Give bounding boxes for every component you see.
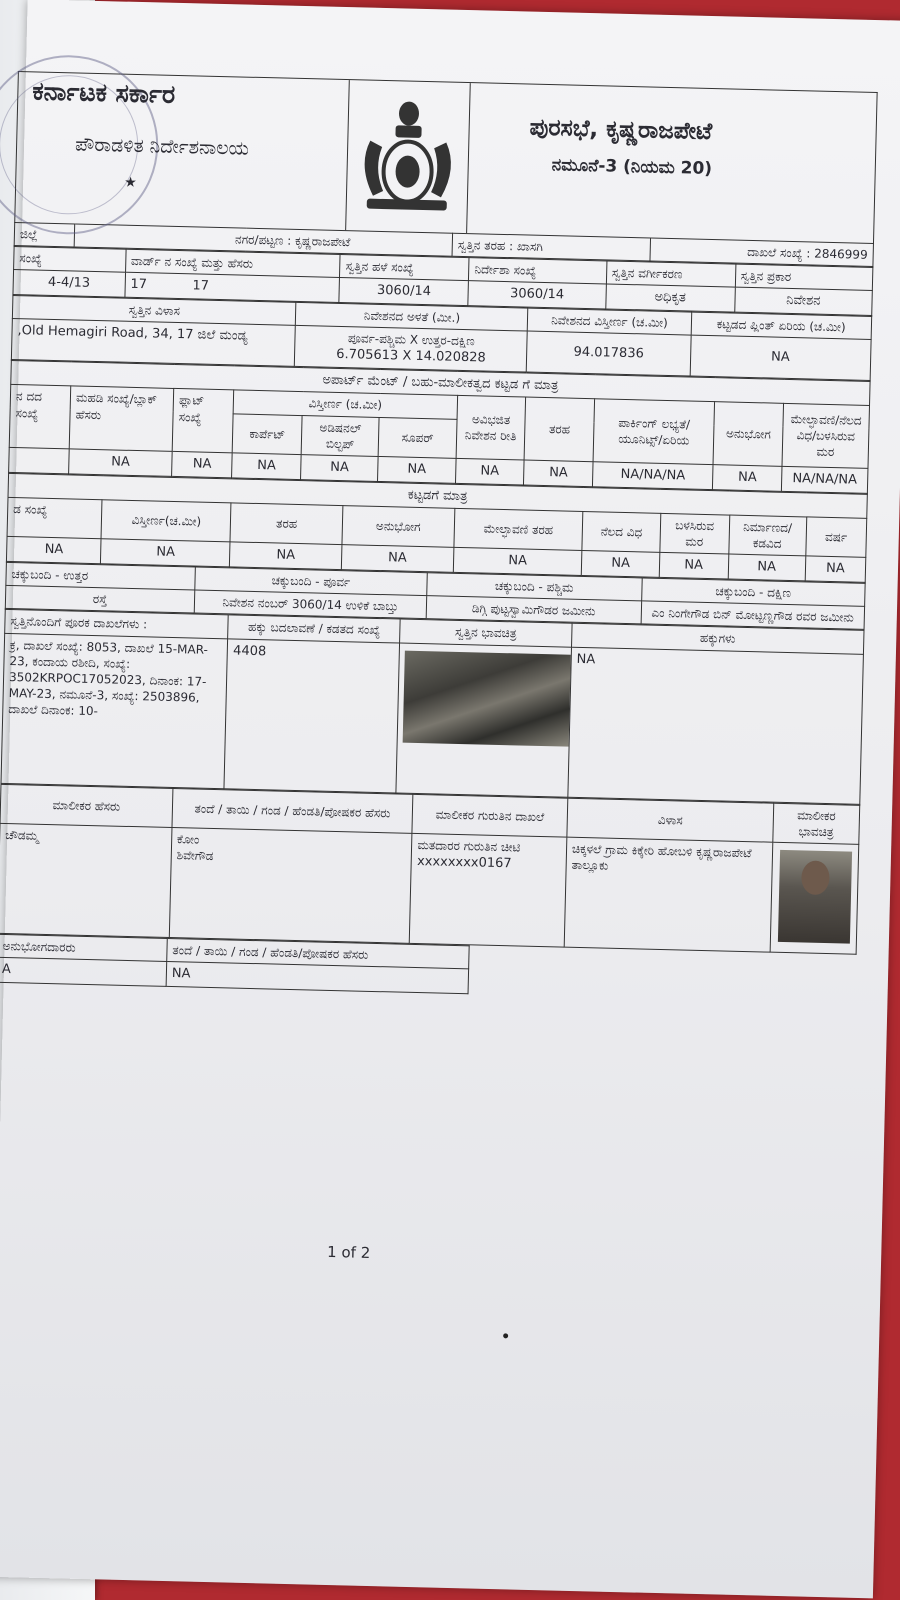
old-number-label: ಸ್ವತ್ತಿನ ಹಳೆ ಸಂಖ್ಯೆ <box>340 255 469 281</box>
owner-id-number: xxxxxxxx0167 <box>416 854 512 872</box>
directorate-title: ಪೌರಾಡಳಿತ ನಿರ್ದೇಶನಾಲಯ <box>74 133 250 160</box>
apt-value-parking: NA/NA/NA <box>593 462 714 489</box>
form-document <box>0 71 878 1003</box>
bld-header-type: ತರಹ <box>230 503 343 545</box>
bld-value-year: NA <box>805 556 866 582</box>
property-kind-value: ನಿವೇಶನ <box>734 287 872 315</box>
apt-header-usage: ಅನುಭೋಗ <box>713 402 783 466</box>
bld-value-floor: NA <box>582 551 660 577</box>
address-label: ಸ್ವತ್ತಿನ ವಿಳಾಸ <box>12 295 296 325</box>
old-number-value: 3060/14 <box>339 278 468 306</box>
dimension-cell <box>295 326 528 372</box>
direction-number-label: ನಿರ್ದೇಶಾ ಸಂಖ್ಯೆ <box>469 258 607 285</box>
boundary-north-label: ಚಕ್ಕುಬಂದಿ - ಉತ್ತರ <box>6 562 195 590</box>
bld-value-wood: NA <box>659 553 728 579</box>
owner-id-cell <box>410 833 567 947</box>
rights-label: ಹಕ್ಕುಗಳು <box>571 624 864 654</box>
state-emblem <box>345 80 471 233</box>
bld-value-built: NA <box>728 554 806 580</box>
property-photo <box>403 650 571 746</box>
owner-address-label: ವಿಳಾಸ <box>567 798 774 842</box>
supporting-docs-label: ಸ್ವತ್ತಿನೊಂದಿಗೆ ಪೂರಕ ದಾಖಲೆಗಳು : <box>5 610 229 639</box>
owner-parent-cell <box>169 827 412 943</box>
apt-value-undivided: NA <box>455 458 524 484</box>
occupant-table <box>0 934 470 994</box>
occupant-parent-label: ತಂದೆ / ತಾಯಿ / ಗಂಡ / ಹೆಂಡತಿ/ಪೋಷಕರ ಹೆಸರು <box>167 938 470 969</box>
owner-relation: ಕೋಂ <box>176 832 200 847</box>
property-type: ಸ್ವತ್ತಿನ ತರಹ : ಖಾಸಗಿ <box>452 233 650 261</box>
owner-photo-cell <box>770 842 859 954</box>
owner-parent-name: ಶಿವೇಗೌಡ <box>176 848 214 864</box>
bld-value-area: NA <box>101 539 230 567</box>
property-photo-cell <box>396 643 571 797</box>
plinth-area-value: NA <box>690 335 871 380</box>
apt-header-floor: ಮಹಡಿ ಸಂಖ್ಯೆ/ಬ್ಲಾಕ್ ಹೆಸರು <box>69 386 174 451</box>
apt-value-carpet: NA <box>232 453 301 479</box>
star-icon: ★ <box>124 174 137 191</box>
apt-value-roof: NA/NA/NA <box>781 466 868 493</box>
apt-value-super: NA <box>378 456 456 482</box>
rights-value: NA <box>568 647 864 804</box>
apt-header-carpet: ಕಾರ್ಪೆಟ್ <box>232 413 302 454</box>
bld-header-1: ಡ ಸಂಖ್ಯೆ <box>7 497 102 539</box>
apt-header-type: ತರಹ <box>524 397 594 461</box>
district-label: ಜಿಲ್ಲೆ <box>14 222 75 247</box>
bld-value-type: NA <box>230 542 342 569</box>
occupant-parent-value: NA <box>166 962 469 994</box>
owner-photo <box>777 850 851 944</box>
owner-photo-label: ಮಾಲೀಕರ ಭಾವಚಿತ್ರ <box>773 803 860 844</box>
site-area-value: 94.017836 <box>527 331 691 376</box>
classification-value: ಅಧಿಕೃತ <box>605 284 734 312</box>
apt-value-floor: NA <box>69 449 173 476</box>
classification-label: ಸ್ವತ್ತಿನ ವರ್ಗೀಕರಣ <box>606 261 735 287</box>
dimension-value: 6.705613 X 14.020828 <box>336 347 486 366</box>
boundary-east-value: ನಿವೇಶನ ನಂಬರ್ 3060/14 ಉಳಿಕೆ ಬಾಬ್ತು <box>194 590 426 619</box>
boundary-west-label: ಚಕ್ಕುಬಂದಿ - ಪಶ್ಚಿಮ <box>427 573 642 601</box>
bld-header-floor: ನೆಲದ ವಿಧ <box>582 512 660 553</box>
supporting-docs-text: ಕ್ರ, ದಾಖಲೆ ಸಂಖ್ಯೆ: 8053, ದಾಖಲೆ 15-MAR-23, ಕಂದಾಯ ರಶೀದಿ, ಸಂಖ್ಯೆ: 3502KRPOC17052023, ದಿನಾಂಕ: 17-MAY-23, ನಮೂನೆ-3, ಸಂಖ್ಯೆ: 2503896, ದಾಖಲೆ ದಿನಾಂಕ: 10- <box>1 633 228 788</box>
owner-table <box>0 783 860 954</box>
property-photo-label: ಸ್ವತ್ತಿನ ಭಾವಚಿತ್ರ <box>400 619 572 646</box>
apt-value-1 <box>9 447 70 473</box>
apt-value-type: NA <box>524 460 593 486</box>
owner-address-value: ಚಿಕ್ಕಳಲೆ ಗ್ರಾಮ ಕಿಕ್ಕೇರಿ ಹೋಬಳಿ ಕೃಷ್ಣರಾಜಪೇಟೆ ತಾಲ್ಲೂಕು <box>564 837 773 952</box>
number-label: ಸಂಖ್ಯೆ <box>14 247 126 273</box>
ink-dot <box>503 1333 508 1338</box>
documents-table <box>1 609 865 804</box>
ward-name: 17 <box>192 278 210 295</box>
bld-header-usage: ಅನುಭೋಗ <box>342 506 455 548</box>
bld-value-1: NA <box>6 537 101 564</box>
property-kind-label: ಸ್ವತ್ತಿನ ಪ್ರಕಾರ <box>735 264 873 291</box>
bld-header-wood: ಬಳಸಿರುವ ಮರ <box>660 513 730 554</box>
address-value: ,Old Hemagiri Road, 34, 17 ಜಿಲೆ ಮಂಡ್ಯ <box>11 319 295 367</box>
file-number-value: 4408 <box>224 638 399 792</box>
government-title: ಕರ್ನಾಟಕ ಸರ್ಕಾರ <box>32 76 176 109</box>
apt-header-parking: ಪಾರ್ಕಿಂಗ್ ಲಭ್ಯತೆ/ಯೂನಿಟ್ಸ್/ಏರಿಯ <box>593 399 715 464</box>
page-number: 1 of 2 <box>326 1242 371 1262</box>
apt-value-additional: NA <box>301 455 379 481</box>
town-label: ನಗರ/ಪಟ್ಟಣ : ಕೃಷ್ಣರಾಜಪೇಟೆ <box>74 224 452 256</box>
apt-header-undivided: ಅವಿಭಜಿತ ನಿವೇಶನ ರೀತಿ <box>456 396 526 460</box>
owner-id-label: ಮಾಲೀಕರ ಗುರುತಿನ ದಾಖಲೆ <box>412 794 568 837</box>
dimension-direction: ಪೂರ್ವ-ಪಶ್ಚಿಮ X ಉತ್ತರ-ದಕ್ಷಿಣ <box>347 331 475 349</box>
form-number: ನಮೂನೆ-3 (ನಿಯಮ 20) <box>551 155 713 180</box>
bld-value-usage: NA <box>341 545 453 572</box>
file-number-label: ಹಕ್ಕು ಬದಲಾವಣೆ / ಕಡತದ ಸಂಖ್ಯೆ <box>228 615 400 642</box>
boundary-north-value: ರಸ್ತೆ <box>5 586 194 614</box>
apt-header-super: ಸೂಪರ್ <box>378 417 456 458</box>
boundary-east-label: ಚಕ್ಕುಬಂದಿ - ಪೂರ್ವ <box>195 567 427 596</box>
direction-number-value: 3060/14 <box>468 281 606 309</box>
owner-name-label: ಮಾಲೀಕರ ಹೆಸರು <box>0 784 173 828</box>
form-header <box>14 71 877 243</box>
apt-value-flat: NA <box>172 451 233 477</box>
entry-number: ದಾಖಲೆ ಸಂಖ್ಯೆ : 2846999 <box>650 238 874 267</box>
ward-label: ವಾರ್ಡ್ ನ ಸಂಖ್ಯೆ ಮತ್ತು ಹೆಸರು <box>125 249 340 277</box>
serial-value: 4-4/13 <box>13 270 125 297</box>
boundary-west-value: ಡಿಗ್ಗಿ ಪುಟ್ಟಸ್ವಾಮಿಗೌಡರ ಜಮೀನು <box>426 596 641 624</box>
bld-value-roof: NA <box>453 548 582 576</box>
occupant-value: A <box>0 957 167 986</box>
apartment-section-title: ಅಪಾರ್ಟ್ ಮೆಂಟ್ / ಬಹು-ಮಾಲೀಕತ್ವದ ಕಟ್ಟಡ ಗೆ ಮಾತ್ರ <box>11 360 870 406</box>
plinth-area-label: ಕಟ್ಟಡದ ಪ್ಲಿಂತ್ ಏರಿಯ (ಚ.ಮೀ) <box>691 312 872 340</box>
site-dimension-label: ನಿವೇಶನದ ಅಳತೆ (ಮೀ.) <box>296 302 528 331</box>
bld-header-built: ನಿರ್ಮಾಣದ/ ಕಡವಿದ <box>728 515 806 556</box>
apt-value-usage: NA <box>713 465 782 491</box>
owner-parent-label: ತಂದೆ / ತಾಯಿ / ಗಂಡ / ಹೆಂಡತಿ/ಪೋಷಕರ ಹೆಸರು <box>172 788 413 833</box>
bld-header-area: ವಿಸ್ತೀರ್ಣ(ಚ.ಮೀ) <box>101 500 231 543</box>
boundary-south-label: ಚಕ್ಕುಬಂದಿ - ದಕ್ಷಿಣ <box>641 578 865 607</box>
ward-number: 17 <box>130 277 148 293</box>
bld-header-year: ವರ್ಷ <box>806 517 867 558</box>
emblem-icon <box>346 80 470 233</box>
site-area-label: ನಿವೇಶನದ ವಿಸ್ತೀರ್ಣ (ಚ.ಮೀ) <box>528 308 692 335</box>
apt-header-additional: ಅಡಿಷನಲ್ ಬಿಲ್ಟಪ್ <box>301 415 379 456</box>
owner-name-value: ಚೌಡಮ್ಮ <box>0 823 172 937</box>
boundary-south-value: ಎಂ ನಿಂಗೇಗೌಡ ಬಿನ್ ಮೋಟ್ಟಣ್ಣಗೌಡ ರವರ ಜಮೀನು <box>641 601 865 630</box>
bld-header-roof: ಮೇಲ್ಛಾವಣಿ ತರಹ <box>454 508 584 551</box>
apt-header-roof: ಮೇಲ್ಛಾವಣಿ/ನೆಲದ ವಿಧ/ಬಳಸಿರುವ ಮರ <box>782 404 869 469</box>
apartment-table <box>8 360 870 494</box>
municipality-title: ಪುರಸಭೆ, ಕೃಷ್ಣರಾಜಪೇಟೆ <box>529 114 713 146</box>
apt-header-1: ನ ದದ ಸಂಖ್ಯೆ <box>9 385 71 449</box>
apt-area-title: ವಿಸ್ತೀರ್ಣ (ಚ.ಮೀ) <box>233 390 457 419</box>
occupant-label: ಅನುಭೋಗದಾರರು <box>0 934 167 961</box>
building-section-title: ಕಟ್ಟಡಗೆ ಮಾತ್ರ <box>8 473 867 519</box>
owner-id-type: ಮತದಾರರ ಗುರುತಿನ ಚೀಟಿ <box>417 837 521 855</box>
apt-header-flat: ಫ್ಲಾಟ್ ಸಂಖ್ಯೆ <box>172 389 234 453</box>
